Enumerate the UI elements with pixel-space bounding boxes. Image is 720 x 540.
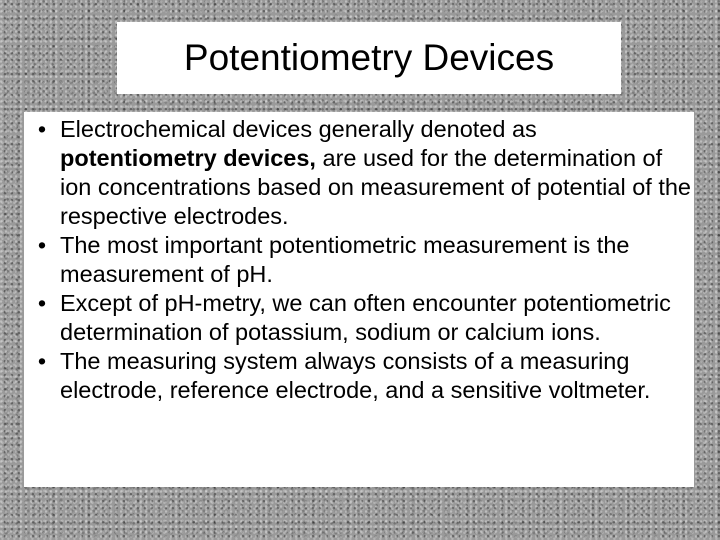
bullet-list — [32, 115, 692, 405]
bullet-item — [32, 115, 692, 231]
bullet-icon: • — [37, 348, 47, 374]
bullet-text-rest: are used for the determination of ion concentrations based on measurement of potential of the respective electrodes. — [60, 145, 691, 229]
content-box — [24, 112, 694, 487]
bullet-text-lead: Electrochemical devices generally denoted as — [60, 116, 537, 142]
bullet-text: The most important potentiometric measurement is the measurement of pH. — [60, 232, 630, 287]
bullet-item — [32, 289, 692, 347]
slide-title: Potentiometry Devices — [183, 37, 555, 78]
bullet-icon: • — [37, 232, 47, 258]
bullet-text: The measuring system always consists of a measuring electrode, reference electrode, and a sensitive voltmeter. — [60, 348, 651, 403]
bullet-text-emphasis: potentiometry devices, — [60, 145, 316, 171]
bullet-item — [32, 347, 692, 405]
bullet-text: Except of pH-metry, we can often encounter potentiometric determination of potassium, sodium or calcium ions. — [60, 290, 671, 345]
bullet-item — [32, 231, 692, 289]
title-box — [117, 22, 621, 94]
bullet-icon: • — [37, 116, 47, 142]
bullet-icon: • — [37, 290, 47, 316]
